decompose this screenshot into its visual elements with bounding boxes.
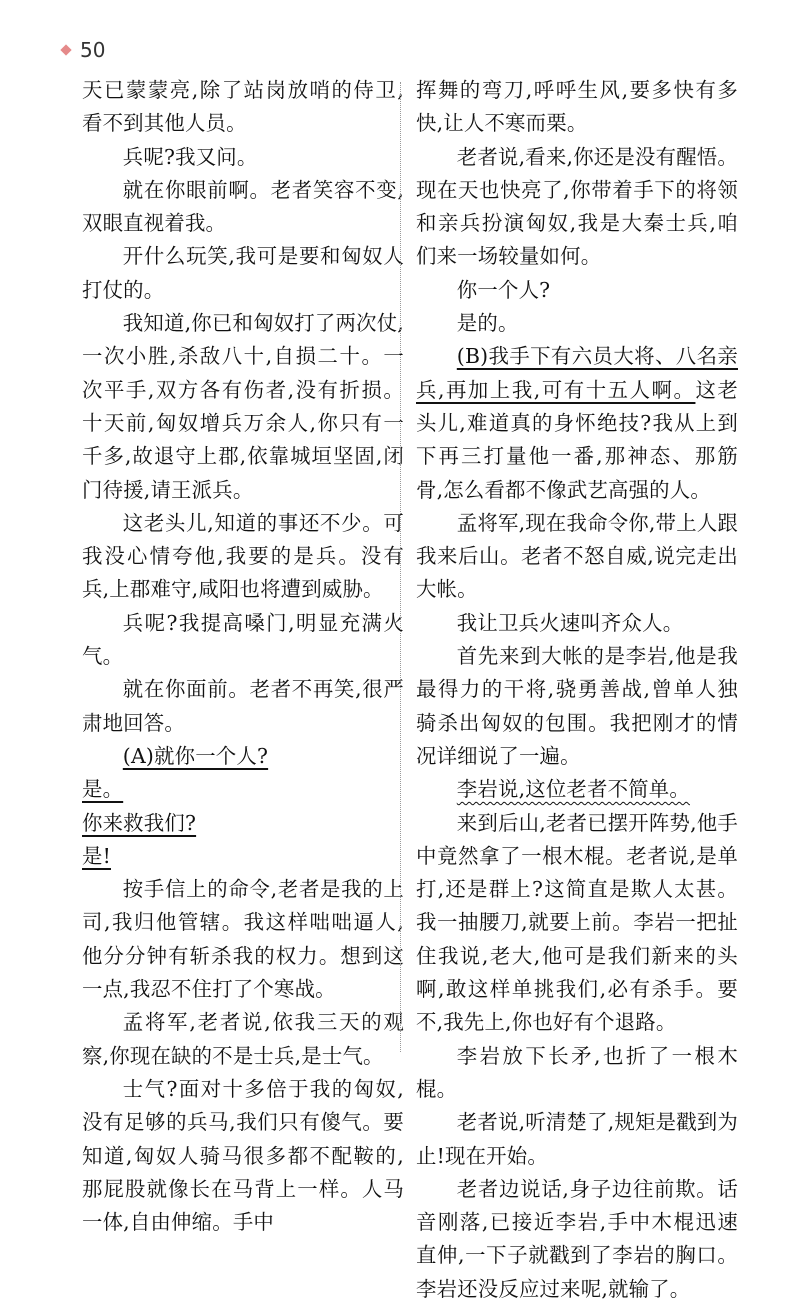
underlined-passage-b: (B)我手下有六员大将、八名亲兵,再加上我,可有十五人啊。这老头儿,难道真的身怀绝技?我从上到下再三打量他一番,那神态、那筋骨,怎么看都不像武艺高强的人。 — [416, 344, 738, 502]
paragraph: 老者边说话,身子边往前欺。话音刚落,已接近李岩,手中木棍迅速直伸,一下子就戳到了李岩的胸口。李岩还没反应过来呢,就输了。 — [416, 1176, 738, 1301]
paragraph: 天已蒙蒙亮,除了站岗放哨的侍卫,看不到其他人员。 — [82, 78, 404, 136]
underlined-passage-a: 是。 — [82, 777, 124, 802]
paragraph: 李岩放下长矛,也折了一根木棍。 — [416, 1043, 738, 1101]
paragraph: 开什么玩笑,我可是要和匈奴人打仗的。 — [82, 244, 404, 302]
paragraph: 兵呢?我又问。 — [122, 144, 258, 169]
page-number: 50 — [80, 38, 106, 62]
paragraph: 老者说,听清楚了,规矩是戳到为止!现在开始。 — [416, 1110, 738, 1168]
paragraph: 就在你眼前啊。老者笑容不变,双眼直视着我。 — [82, 177, 404, 236]
paragraph: 孟将军,现在我命令你,带上人跟我来后山。老者不怒自威,说完走出大帐。 — [416, 510, 738, 602]
paragraph: 来到后山,老者已摆开阵势,他手中竟然拿了一根木棍。老者说,是单打,还是群上?这简直是欺人太甚。我一抽腰刀,就要上前。李岩一把扯住我说,老大,他可是我们新来的头啊,敢这样单挑我们,必有杀手。要不,我先上,你也好有个退路。 — [416, 810, 738, 1035]
column-divider — [400, 82, 401, 1052]
paragraph: 就在你面前。老者不再笑,很严肃地回答。 — [82, 677, 404, 735]
underlined-passage-a: 你来救我们? — [82, 810, 197, 835]
paragraph: 是的。 — [456, 311, 519, 336]
paragraph: 士气?面对十多倍于我的匈奴,没有足够的兵马,我们只有傻气。要知道,匈奴人骑马很多都不配鞍的,那屁股就像长在马背上一样。人马一体,自由伸缩。手中 — [82, 1076, 404, 1235]
page-header — [62, 38, 105, 62]
wavy-underlined-sentence: 李岩说,这位老者不简单。 — [456, 777, 690, 802]
paragraph: 我知道,你已和匈奴打了两次仗,一次小胜,杀敌八十,自损二十。一次平手,双方各有伤者,没有折损。十天前,匈奴增兵万余人,你只有一千多,故退守上郡,依靠城垣坚固,闭门待援,请王派兵。 — [82, 311, 404, 502]
underlined-passage-a: (A)就你一个人? — [122, 743, 269, 768]
underlined-passage-a: 是! — [82, 843, 111, 868]
left-column — [82, 74, 404, 1239]
paragraph: 我让卫兵火速叫齐众人。 — [456, 610, 684, 635]
paragraph: 挥舞的弯刀,呼呼生风,要多快有多快,让人不寒而栗。 — [416, 78, 738, 136]
paragraph: 这老头儿,知道的事还不少。可我没心情夸他,我要的是兵。没有兵,上郡难守,咸阳也将遭到威胁。 — [82, 510, 404, 602]
paragraph: 首先来到大帐的是李岩,他是我最得力的干将,骁勇善战,曾单人独骑杀出匈奴的包围。我把刚才的情况详细说了一遍。 — [416, 644, 738, 768]
paragraph: 兵呢?我提高嗓门,明显充满火气。 — [82, 610, 404, 669]
right-column — [416, 74, 738, 1306]
diamond-icon — [60, 44, 71, 55]
paragraph: 老者说,看来,你还是没有醒悟。现在天也快亮了,你带着手下的将领和亲兵扮演匈奴,我是大秦士兵,咱们来一场较量如何。 — [416, 144, 738, 269]
paragraph: 孟将军,老者说,依我三天的观察,你现在缺的不是士兵,是士气。 — [82, 1010, 404, 1068]
paragraph: 你一个人? — [456, 277, 551, 302]
paragraph: 按手信上的命令,老者是我的上司,我归他管辖。我这样咄咄逼人,他分分钟有斩杀我的权力。想到这一点,我忍不住打了个寒战。 — [82, 877, 404, 1002]
